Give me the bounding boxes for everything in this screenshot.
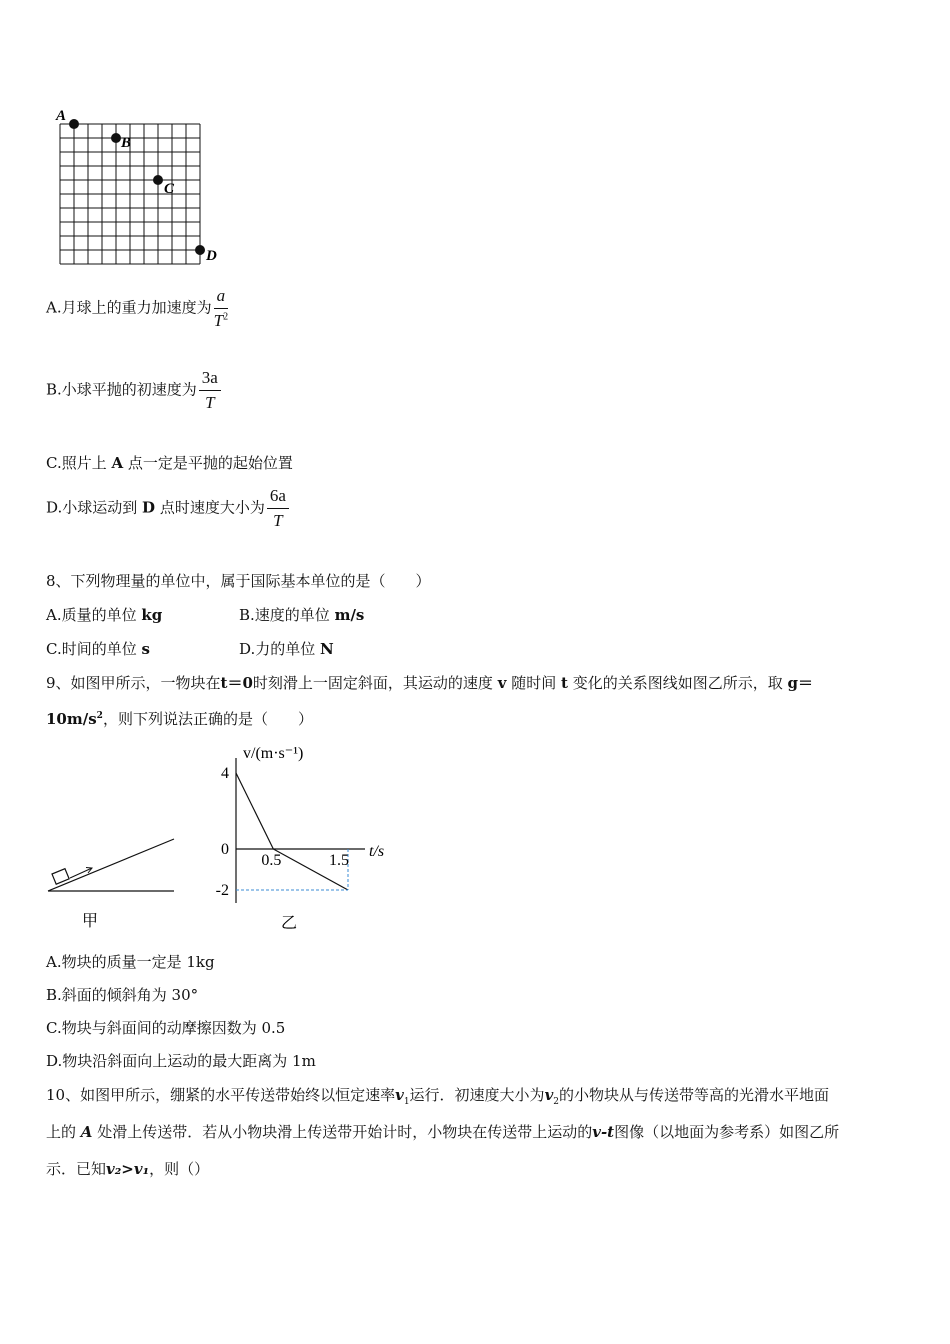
- q7-option-a-fraction: [214, 286, 229, 331]
- q10-point-a: A: [80, 1123, 93, 1141]
- point-c: [153, 175, 163, 185]
- q9-s1f: t: [561, 674, 568, 692]
- q9-option-a: A.物块的质量一定是 1kg: [46, 953, 215, 971]
- q8-a-unit: kg: [141, 606, 163, 624]
- label-b: B: [121, 135, 132, 151]
- trajectory-grid-figure: [50, 100, 230, 270]
- q8-stem: 8、下列物理量的单位中，属于国际基本单位的是（ ）: [46, 572, 431, 590]
- label-c: C: [164, 181, 175, 197]
- q7-option-b-fraction: [199, 368, 221, 413]
- q10-l2b: 处滑上传送带．若从小物块滑上传送带开始计时，小物块在传送带上运动的: [97, 1123, 593, 1141]
- q10-l1b: 运行．初速度大小为: [409, 1086, 545, 1104]
- q7-b-den: T: [205, 393, 215, 412]
- q10-cond: v₂>v₁: [106, 1160, 150, 1178]
- label-a: A: [56, 108, 67, 124]
- q10-line3: [46, 1158, 209, 1179]
- q8-a-pre: A.质量的单位: [46, 606, 137, 624]
- q10-l3b: ，则（）: [149, 1160, 210, 1178]
- q8-c-unit: s: [141, 640, 150, 658]
- y-tick-label: 4: [221, 765, 229, 782]
- label-d: D: [206, 248, 217, 264]
- q7-option-d-fraction: [267, 486, 289, 531]
- q9-option-b: B.斜面的倾斜角为 30°: [46, 986, 199, 1004]
- figure-yi-label: 乙: [280, 915, 298, 932]
- q7-a-den-exp: 2: [223, 311, 229, 323]
- block-shape: [52, 869, 69, 885]
- q10-l2c: 图像（以地面为参考系）如图乙所: [614, 1123, 840, 1141]
- q7-a-den: T: [213, 311, 224, 330]
- q9-s1e: 随时间: [511, 674, 557, 692]
- q10-l1a: 10、如图甲所示，绷紧的水平传送带始终以恒定速率: [46, 1086, 396, 1104]
- q10-line2: [46, 1121, 839, 1142]
- q7-option-d: [46, 486, 289, 531]
- q8-c-pre: C.时间的单位: [46, 640, 137, 658]
- vt-chart: [205, 738, 400, 934]
- q8-option-d: [239, 638, 334, 659]
- q8-d-pre: D.力的单位: [239, 640, 316, 658]
- x-tick-label: 0.5: [261, 852, 282, 869]
- q10-vt: v-t: [592, 1123, 615, 1141]
- q10-v1-sub: 1: [403, 1097, 410, 1107]
- q7-option-d-pre: D.小球运动到: [46, 498, 138, 517]
- q9-option-d: D.物块沿斜面向上运动的最大距离为 1m: [46, 1052, 316, 1070]
- q9-stem-line2: [46, 708, 313, 729]
- q9-stem-line1: [46, 672, 813, 693]
- incline-slope: [48, 839, 174, 891]
- velocity-arrow: [70, 868, 92, 878]
- q7-option-c-bold: A: [111, 454, 124, 472]
- q9-s1b: t＝0: [220, 674, 253, 692]
- q7-option-a-text: A.月球上的重力加速度为: [46, 298, 212, 317]
- q7-d-den: T: [273, 511, 283, 530]
- q8-b-unit: m/s: [334, 606, 365, 624]
- incline-figure: [40, 830, 190, 935]
- q9-option-c: C.物块与斜面间的动摩擦因数为 0.5: [46, 1019, 286, 1037]
- q9-s1h: g＝: [787, 674, 814, 692]
- q8-b-pre: B.速度的单位: [239, 606, 330, 624]
- q7-b-num: 3a: [199, 368, 221, 391]
- point-d: [195, 245, 205, 255]
- q7-a-num: a: [216, 286, 226, 305]
- q8-option-c: [46, 638, 150, 659]
- q9-s1c: 时刻滑上一固定斜面，其运动的速度: [252, 674, 493, 692]
- q7-option-c-pre: C.照片上: [46, 454, 107, 472]
- q9-s2sup: 2: [96, 711, 103, 721]
- q9-s2b: ，则下列说法正确的是（ ）: [102, 710, 313, 728]
- point-a: [69, 119, 79, 129]
- q7-option-b-text: B.小球平抛的初速度为: [46, 380, 197, 399]
- q10-v2-sub: 2: [553, 1097, 560, 1107]
- q10-v2: v: [544, 1086, 554, 1104]
- q9-s1g: 变化的关系图线如图乙所示，取: [572, 674, 783, 692]
- q7-option-d-post: 点时速度大小为: [159, 498, 265, 517]
- q10-l1c: 的小物块从与传送带等高的光滑水平地面: [559, 1086, 830, 1104]
- q10-v1: v: [395, 1086, 404, 1104]
- q10-line1: [46, 1084, 829, 1107]
- series-segment: [236, 773, 273, 849]
- x-axis-label: t/s: [369, 843, 385, 860]
- q7-option-c-post: 点一定是平抛的起始位置: [127, 454, 293, 472]
- figure-jia-label: 甲: [81, 913, 99, 930]
- y-tick-label: 0: [221, 841, 229, 858]
- q9-s2a: 10m/s: [46, 710, 97, 728]
- q9-s1d: v: [497, 674, 507, 692]
- point-b: [111, 133, 121, 143]
- q8-option-b: [239, 604, 364, 625]
- q7-option-d-bold: D: [142, 498, 156, 517]
- q9-s1a: 9、如图甲所示，一物块在: [46, 674, 221, 692]
- q8-d-unit: N: [320, 640, 334, 658]
- y-tick-label: -2: [215, 882, 229, 899]
- q10-l2a: 上的: [46, 1123, 77, 1141]
- q10-l3a: 示．已知: [46, 1160, 107, 1178]
- y-axis-label: v/(m·s⁻¹): [243, 745, 304, 762]
- x-tick-label: 1.5: [329, 852, 349, 869]
- q8-option-a: [46, 604, 162, 625]
- q7-d-num: 6a: [267, 486, 289, 509]
- q7-option-c: [46, 452, 293, 473]
- q7-option-b: [46, 368, 221, 413]
- q7-option-a: [46, 286, 228, 331]
